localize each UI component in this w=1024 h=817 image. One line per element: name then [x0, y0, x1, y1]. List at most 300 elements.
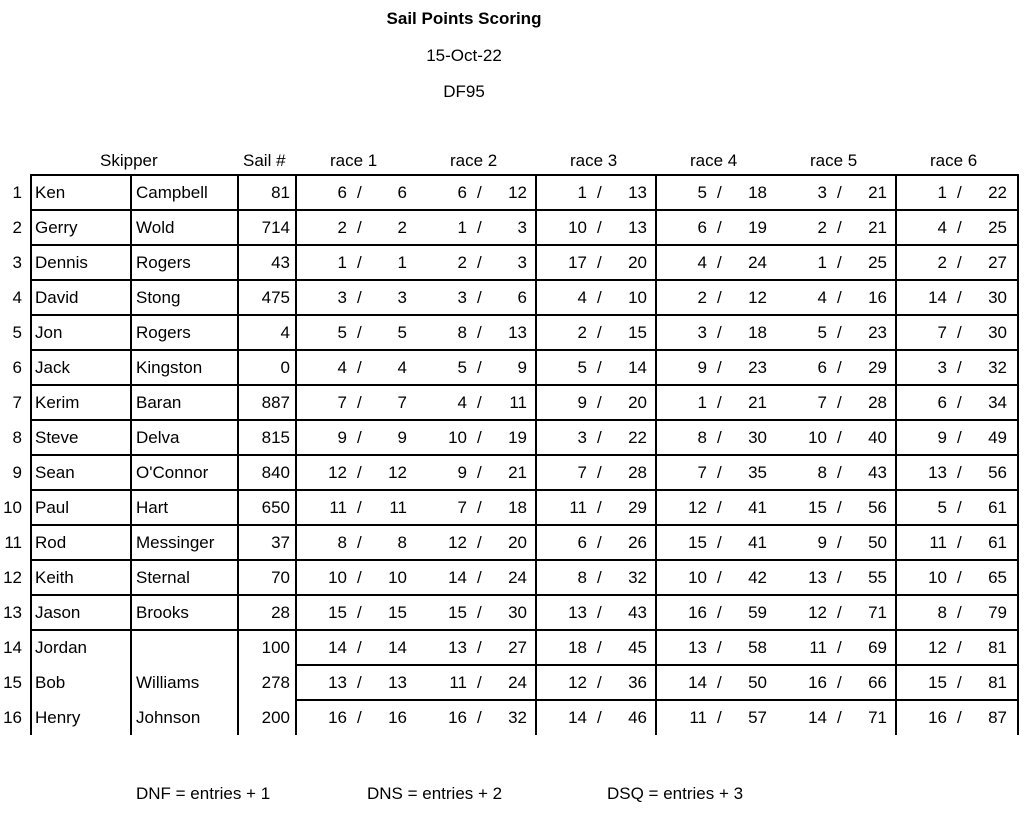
race-separator: / — [957, 358, 962, 377]
race-cumulative-total: 15 — [388, 603, 407, 622]
row-rank: 12 — [3, 568, 22, 587]
race-cumulative-total: 21 — [868, 218, 887, 237]
race-separator: / — [357, 463, 362, 482]
race-points: 9 — [577, 393, 587, 412]
race-points: 13 — [568, 603, 587, 622]
race-separator: / — [717, 498, 722, 517]
skipper-first-name: Jason — [35, 603, 81, 622]
row-rank: 14 — [3, 638, 22, 657]
race-cumulative-total: 23 — [868, 323, 887, 342]
race-cumulative-total: 50 — [748, 673, 767, 692]
race-points: 2 — [577, 323, 587, 342]
race-cumulative-total: 40 — [868, 428, 887, 447]
race-separator: / — [837, 638, 842, 657]
race-points: 7 — [337, 393, 347, 412]
race-separator: / — [477, 288, 482, 307]
race-cumulative-total: 3 — [517, 218, 527, 237]
race-cumulative-total: 79 — [988, 603, 1007, 622]
race-5-header: race 5 — [810, 151, 858, 170]
race-cumulative-total: 5 — [397, 323, 407, 342]
race-cumulative-total: 14 — [628, 358, 647, 377]
race-cumulative-total: 81 — [988, 638, 1007, 657]
race-points: 12 — [448, 533, 467, 552]
race-cumulative-total: 36 — [628, 673, 647, 692]
race-separator: / — [477, 183, 482, 202]
race-cumulative-total: 14 — [388, 638, 407, 657]
race-points: 12 — [328, 463, 347, 482]
race-separator: / — [477, 568, 482, 587]
race-6-header: race 6 — [930, 151, 978, 170]
race-points: 8 — [937, 603, 947, 622]
race-cumulative-total: 6 — [397, 183, 407, 202]
race-cumulative-total: 29 — [868, 358, 887, 377]
race-separator: / — [477, 533, 482, 552]
race-separator: / — [597, 393, 602, 412]
race-separator: / — [717, 358, 722, 377]
row-rank: 8 — [12, 428, 22, 447]
race-cumulative-total: 22 — [988, 183, 1007, 202]
race-points: 7 — [937, 323, 947, 342]
sail-number: 714 — [261, 218, 290, 237]
skipper-first-name: Paul — [35, 498, 70, 517]
race-separator: / — [837, 568, 842, 587]
race-points: 13 — [688, 638, 707, 657]
race-points: 4 — [337, 358, 347, 377]
race-cumulative-total: 28 — [628, 463, 647, 482]
race-cumulative-total: 30 — [748, 428, 767, 447]
race-3-header: race 3 — [570, 151, 618, 170]
race-points: 15 — [808, 498, 827, 517]
race-cumulative-total: 13 — [508, 323, 527, 342]
page-title: Sail Points Scoring — [386, 9, 542, 28]
race-separator: / — [717, 253, 722, 272]
race-cumulative-total: 8 — [397, 533, 407, 552]
race-separator: / — [597, 463, 602, 482]
race-cumulative-total: 20 — [628, 253, 647, 272]
sail-number: 200 — [261, 708, 290, 727]
race-cumulative-total: 13 — [628, 218, 647, 237]
race-points: 12 — [808, 603, 827, 622]
race-separator: / — [837, 428, 842, 447]
sail-number: 100 — [261, 638, 290, 657]
race-points: 9 — [937, 428, 947, 447]
skipper-last-name: Baran — [136, 393, 182, 412]
race-points: 5 — [577, 358, 587, 377]
race-separator: / — [357, 358, 362, 377]
race-points: 4 — [577, 288, 587, 307]
skipper-last-name: Williams — [136, 673, 200, 692]
race-points: 10 — [928, 568, 947, 587]
race-points: 5 — [697, 183, 707, 202]
race-cumulative-total: 12 — [388, 463, 407, 482]
race-points: 11 — [569, 498, 587, 517]
race-separator: / — [357, 638, 362, 657]
race-separator: / — [357, 603, 362, 622]
race-cumulative-total: 58 — [748, 638, 767, 657]
row-rank: 7 — [12, 393, 22, 412]
race-separator: / — [477, 393, 482, 412]
skipper-last-name: Sternal — [136, 568, 190, 587]
race-cumulative-total: 43 — [628, 603, 647, 622]
race-cumulative-total: 87 — [988, 708, 1007, 727]
race-cumulative-total: 21 — [748, 393, 767, 412]
race-separator: / — [357, 568, 362, 587]
race-points: 8 — [337, 533, 347, 552]
race-separator: / — [837, 673, 842, 692]
race-cumulative-total: 21 — [868, 183, 887, 202]
race-cumulative-total: 26 — [628, 533, 647, 552]
race-points: 7 — [817, 393, 827, 412]
race-separator: / — [597, 533, 602, 552]
race-separator: / — [957, 253, 962, 272]
race-points: 2 — [457, 253, 467, 272]
race-cumulative-total: 61 — [988, 498, 1007, 517]
race-separator: / — [597, 183, 602, 202]
race-points: 1 — [577, 183, 587, 202]
race-cumulative-total: 1 — [397, 253, 407, 272]
race-cumulative-total: 56 — [868, 498, 887, 517]
race-separator: / — [837, 533, 842, 552]
skipper-first-name: Gerry — [35, 218, 78, 237]
race-separator: / — [597, 568, 602, 587]
race-points: 16 — [688, 603, 707, 622]
race-points: 3 — [937, 358, 947, 377]
skipper-first-name: Bob — [35, 673, 66, 692]
race-cumulative-total: 34 — [988, 393, 1007, 412]
race-points: 2 — [937, 253, 947, 272]
skipper-last-name: Delva — [136, 428, 180, 447]
race-points: 1 — [937, 183, 947, 202]
skipper-last-name: Johnson — [136, 708, 201, 727]
race-separator: / — [357, 253, 362, 272]
race-points: 8 — [457, 323, 467, 342]
race-cumulative-total: 4 — [397, 358, 407, 377]
race-cumulative-total: 16 — [868, 288, 887, 307]
dsq-legend: DSQ = entries + 3 — [607, 784, 744, 803]
skipper-first-name: Jack — [35, 358, 70, 377]
race-points: 8 — [697, 428, 707, 447]
race-cumulative-total: 19 — [508, 428, 527, 447]
row-rank: 11 — [4, 533, 22, 552]
race-separator: / — [957, 568, 962, 587]
race-points: 1 — [337, 253, 347, 272]
race-cumulative-total: 20 — [628, 393, 647, 412]
skipper-first-name: Kerim — [35, 393, 80, 412]
race-separator: / — [357, 498, 362, 517]
race-cumulative-total: 2 — [397, 218, 407, 237]
race-cumulative-total: 3 — [397, 288, 407, 307]
race-points: 6 — [457, 183, 467, 202]
race-cumulative-total: 9 — [517, 358, 527, 377]
race-points: 1 — [697, 393, 707, 412]
race-separator: / — [837, 603, 842, 622]
race-separator: / — [837, 358, 842, 377]
race-separator: / — [957, 708, 962, 727]
race-points: 10 — [448, 428, 467, 447]
race-points: 16 — [328, 708, 347, 727]
race-points: 3 — [697, 323, 707, 342]
race-points: 5 — [337, 323, 347, 342]
race-cumulative-total: 61 — [988, 533, 1007, 552]
race-cumulative-total: 50 — [868, 533, 887, 552]
race-points: 5 — [817, 323, 827, 342]
race-cumulative-total: 15 — [628, 323, 647, 342]
race-cumulative-total: 65 — [988, 568, 1007, 587]
race-points: 16 — [448, 708, 467, 727]
row-rank: 6 — [12, 358, 22, 377]
skipper-first-name: Ken — [35, 183, 66, 202]
race-cumulative-total: 32 — [628, 568, 647, 587]
row-rank: 13 — [3, 603, 22, 622]
skipper-last-name: Brooks — [136, 603, 189, 622]
race-points: 14 — [448, 568, 467, 587]
race-points: 14 — [688, 673, 707, 692]
race-separator: / — [717, 463, 722, 482]
race-points: 12 — [688, 498, 707, 517]
race-cumulative-total: 18 — [748, 323, 767, 342]
race-separator: / — [837, 463, 842, 482]
skipper-last-name: Rogers — [136, 253, 191, 272]
race-points: 3 — [577, 428, 587, 447]
sail-number: 815 — [261, 428, 290, 447]
race-separator: / — [717, 533, 722, 552]
race-separator: / — [477, 638, 482, 657]
race-cumulative-total: 28 — [868, 393, 887, 412]
skipper-header: Skipper — [100, 151, 158, 170]
race-separator: / — [477, 603, 482, 622]
race-separator: / — [837, 183, 842, 202]
race-points: 16 — [928, 708, 947, 727]
sail-number: 70 — [271, 568, 290, 587]
race-separator: / — [837, 253, 842, 272]
race-separator: / — [717, 288, 722, 307]
race-separator: / — [957, 498, 962, 517]
skipper-last-name: Stong — [136, 288, 181, 307]
race-cumulative-total: 12 — [508, 183, 527, 202]
race-separator: / — [717, 603, 722, 622]
skipper-last-name: Kingston — [136, 358, 203, 377]
race-cumulative-total: 27 — [988, 253, 1007, 272]
race-separator: / — [957, 533, 962, 552]
sail-number: 81 — [271, 183, 290, 202]
race-separator: / — [717, 638, 722, 657]
race-points: 6 — [697, 218, 707, 237]
race-cumulative-total: 19 — [748, 218, 767, 237]
skipper-first-name: Dennis — [35, 253, 88, 272]
race-points: 18 — [568, 638, 587, 657]
race-separator: / — [477, 358, 482, 377]
race-separator: / — [957, 288, 962, 307]
race-points: 10 — [808, 428, 827, 447]
race-points: 11 — [689, 708, 707, 727]
race-points: 4 — [817, 288, 827, 307]
race-separator: / — [597, 428, 602, 447]
race-cumulative-total: 21 — [508, 463, 527, 482]
race-cumulative-total: 18 — [748, 183, 767, 202]
race-cumulative-total: 11 — [509, 393, 527, 412]
race-separator: / — [357, 288, 362, 307]
race-separator: / — [357, 393, 362, 412]
race-separator: / — [717, 393, 722, 412]
race-separator: / — [597, 708, 602, 727]
race-4-header: race 4 — [690, 151, 738, 170]
race-separator: / — [957, 323, 962, 342]
race-points: 3 — [457, 288, 467, 307]
race-separator: / — [957, 393, 962, 412]
race-cumulative-total: 57 — [748, 708, 767, 727]
race-cumulative-total: 13 — [388, 673, 407, 692]
skipper-first-name: Keith — [35, 568, 74, 587]
race-cumulative-total: 24 — [748, 253, 767, 272]
race-separator: / — [477, 673, 482, 692]
race-separator: / — [597, 288, 602, 307]
skipper-last-name: Campbell — [136, 183, 208, 202]
race-separator: / — [597, 218, 602, 237]
race-separator: / — [357, 673, 362, 692]
race-points: 2 — [697, 288, 707, 307]
race-separator: / — [837, 288, 842, 307]
race-1-header: race 1 — [330, 151, 378, 170]
race-separator: / — [957, 428, 962, 447]
race-separator: / — [357, 183, 362, 202]
skipper-last-name: Hart — [136, 498, 169, 517]
race-points: 14 — [928, 288, 947, 307]
race-separator: / — [957, 603, 962, 622]
row-rank: 9 — [12, 463, 22, 482]
race-separator: / — [837, 218, 842, 237]
grid-line-vertical — [655, 174, 657, 735]
race-points: 10 — [568, 218, 587, 237]
race-cumulative-total: 45 — [628, 638, 647, 657]
race-separator: / — [957, 218, 962, 237]
race-cumulative-total: 56 — [988, 463, 1007, 482]
race-points: 6 — [817, 358, 827, 377]
race-cumulative-total: 46 — [628, 708, 647, 727]
race-separator: / — [957, 183, 962, 202]
race-points: 9 — [697, 358, 707, 377]
race-cumulative-total: 6 — [517, 288, 527, 307]
race-separator: / — [357, 708, 362, 727]
boat-class: DF95 — [443, 82, 485, 101]
row-rank: 1 — [12, 183, 22, 202]
race-points: 7 — [577, 463, 587, 482]
race-separator: / — [717, 323, 722, 342]
race-points: 5 — [937, 498, 947, 517]
grid-line-vertical — [1017, 174, 1019, 735]
race-separator: / — [717, 673, 722, 692]
race-separator: / — [597, 358, 602, 377]
sail-number: 43 — [271, 253, 290, 272]
race-points: 9 — [817, 533, 827, 552]
race-separator: / — [837, 393, 842, 412]
grid-line-vertical — [130, 174, 132, 735]
race-points: 12 — [928, 638, 947, 657]
race-points: 7 — [457, 498, 467, 517]
skipper-first-name: Henry — [35, 708, 81, 727]
sail-number: 278 — [261, 673, 290, 692]
race-cumulative-total: 43 — [868, 463, 887, 482]
race-points: 4 — [457, 393, 467, 412]
skipper-first-name: Steve — [35, 428, 79, 447]
race-separator: / — [357, 323, 362, 342]
race-cumulative-total: 49 — [988, 428, 1007, 447]
race-points: 11 — [809, 638, 827, 657]
race-separator: / — [357, 533, 362, 552]
race-points: 8 — [577, 568, 587, 587]
race-cumulative-total: 10 — [388, 568, 407, 587]
race-separator: / — [597, 323, 602, 342]
sail-number: 475 — [261, 288, 290, 307]
race-points: 2 — [337, 218, 347, 237]
row-rank: 2 — [12, 218, 22, 237]
row-rank: 5 — [12, 323, 22, 342]
race-separator: / — [477, 708, 482, 727]
race-points: 14 — [328, 638, 347, 657]
race-cumulative-total: 7 — [397, 393, 407, 412]
race-cumulative-total: 32 — [508, 708, 527, 727]
race-points: 13 — [928, 463, 947, 482]
race-points: 3 — [817, 183, 827, 202]
grid-line-vertical — [895, 174, 897, 735]
race-separator: / — [717, 183, 722, 202]
row-rank: 4 — [12, 288, 22, 307]
race-separator: / — [957, 638, 962, 657]
race-points: 4 — [697, 253, 707, 272]
race-points: 14 — [808, 708, 827, 727]
race-points: 4 — [937, 218, 947, 237]
skipper-first-name: Rod — [35, 533, 67, 552]
skipper-first-name: David — [35, 288, 79, 307]
race-points: 9 — [457, 463, 467, 482]
event-date: 15-Oct-22 — [426, 46, 502, 65]
race-points: 2 — [817, 218, 827, 237]
grid-line-vertical — [295, 174, 297, 735]
race-cumulative-total: 59 — [748, 603, 767, 622]
race-cumulative-total: 25 — [988, 218, 1007, 237]
race-points: 1 — [457, 218, 467, 237]
race-2-header: race 2 — [450, 151, 498, 170]
race-separator: / — [837, 323, 842, 342]
race-points: 13 — [328, 673, 347, 692]
race-separator: / — [597, 638, 602, 657]
row-rank: 3 — [12, 253, 22, 272]
race-points: 3 — [337, 288, 347, 307]
race-separator: / — [597, 253, 602, 272]
sail-number: 4 — [280, 323, 290, 342]
race-points: 11 — [449, 673, 467, 692]
race-separator: / — [597, 673, 602, 692]
race-points: 1 — [817, 253, 827, 272]
dns-legend: DNS = entries + 2 — [367, 784, 503, 803]
row-rank: 15 — [3, 673, 22, 692]
race-separator: / — [477, 323, 482, 342]
race-cumulative-total: 13 — [628, 183, 647, 202]
race-points: 8 — [817, 463, 827, 482]
race-separator: / — [477, 253, 482, 272]
race-cumulative-total: 42 — [748, 568, 767, 587]
race-cumulative-total: 9 — [397, 428, 407, 447]
sail-number: 887 — [261, 393, 290, 412]
row-rank: 10 — [3, 498, 22, 517]
race-separator: / — [477, 218, 482, 237]
race-points: 5 — [457, 358, 467, 377]
race-cumulative-total: 18 — [508, 498, 527, 517]
race-cumulative-total: 81 — [988, 673, 1007, 692]
race-cumulative-total: 12 — [748, 288, 767, 307]
sail-number: 840 — [261, 463, 290, 482]
race-points: 15 — [928, 673, 947, 692]
dnf-legend: DNF = entries + 1 — [136, 784, 271, 803]
